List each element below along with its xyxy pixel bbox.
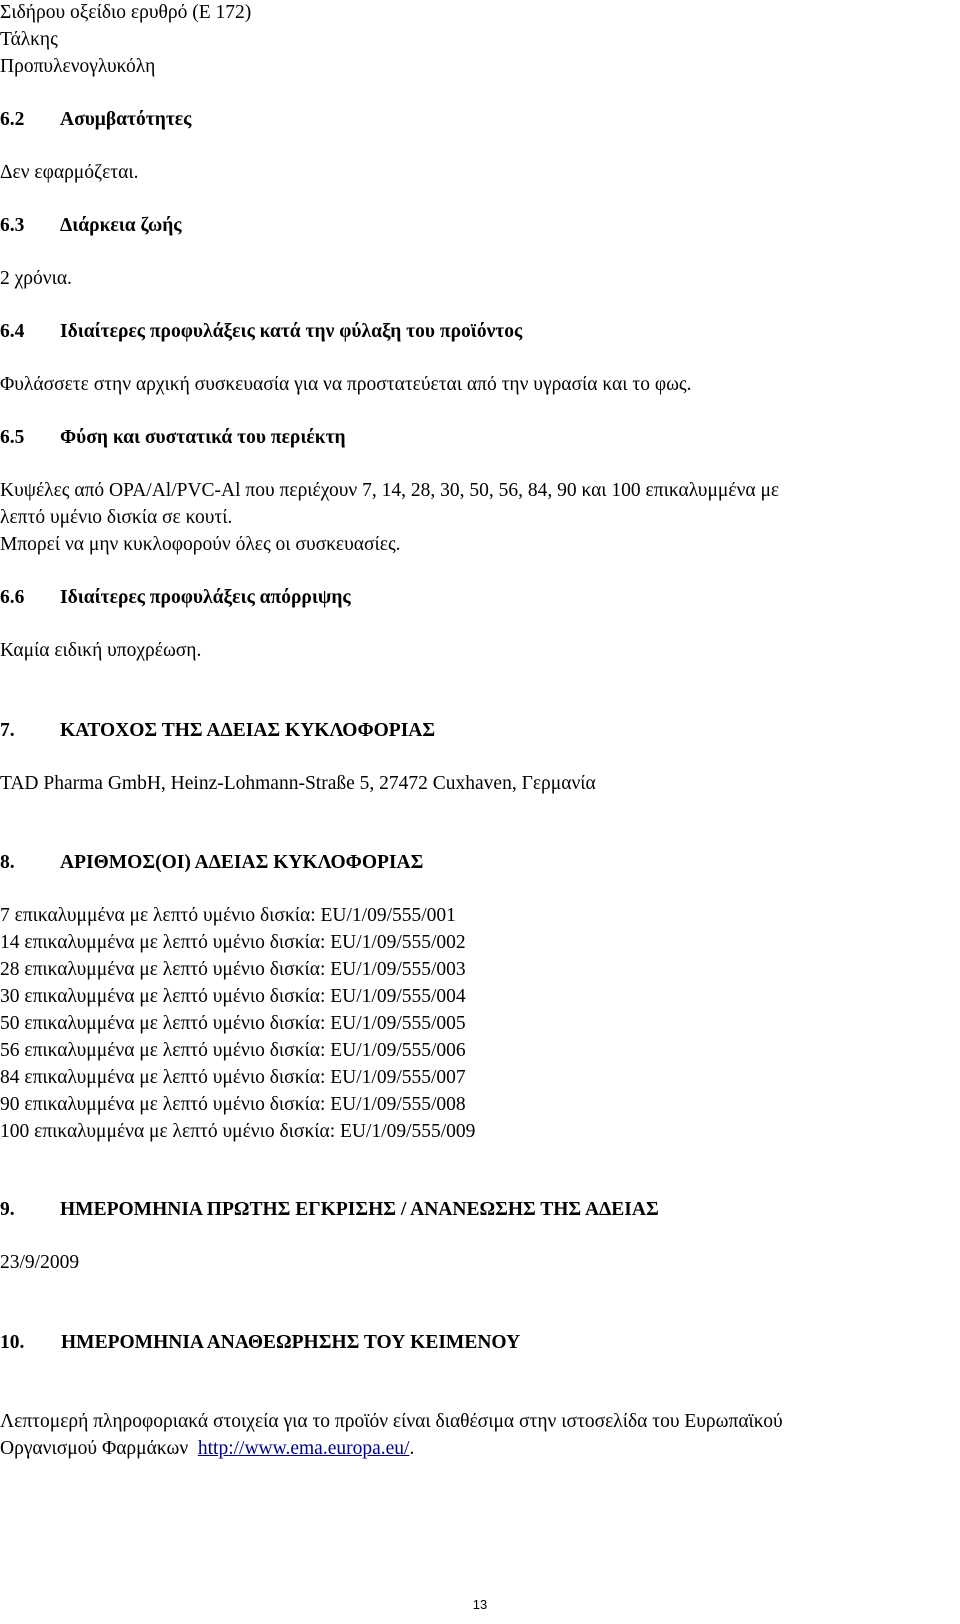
section-title: ΗΜΕΡΟΜΗΝΙΑ ΠΡΩΤΗΣ ΕΓΚΡΙΣΗΣ / ΑΝΑΝΕΩΣΗΣ ΤΗΣ ΑΔΕΙΑΣ [60,1199,659,1220]
section-title: Ιδιαίτερες προφυλάξεις απόρριψης [60,587,351,608]
authorisation-number-line: 30 επικαλυμμένα με λεπτό υμένιο δισκία: EU/1/09/555/004 [0,986,466,1007]
authorisation-number-line: 7 επικαλυμμένα με λεπτό υμένιο δισκία: EU/1/09/555/001 [0,905,456,926]
section-number: 9. [0,1199,15,1220]
section-number: 6.4 [0,321,25,342]
section-title: Φύση και συστατικά του περιέκτη [60,427,346,448]
section-7-heading [0,718,435,744]
ema-website-link[interactable]: http://www.ema.europa.eu/ [197,1438,410,1459]
section-number: 7. [0,720,15,741]
section-6-5-line: Κυψέλες από OPA/Al/PVC-Al που περιέχουν 7, 14, 28, 30, 50, 56, 84, 90 και 100 επικαλυμμένα με [0,480,780,501]
section-number: 6.2 [0,109,25,130]
section-10-line: Λεπτομερή πληροφοριακά στοιχεία για το προϊόν είναι διαθέσιμα στην ιστοσελίδα του Ευρωπαϊκού [0,1411,783,1432]
section-7-text: TAD Pharma GmbH, Heinz-Lohmann-Straße 5, 27472 Cuxhaven, Γερμανία [0,773,596,794]
section-10-line [0,1436,414,1462]
section-9-heading [0,1197,659,1223]
authorisation-number-line: 56 επικαλυμμένα με λεπτό υμένιο δισκία: EU/1/09/555/006 [0,1040,466,1061]
section-title: ΚΑΤΟΧΟΣ ΤΗΣ ΑΔΕΙΑΣ ΚΥΚΛΟΦΟΡΙΑΣ [60,720,436,741]
section-10-line-suffix: . [409,1438,415,1459]
section-6-4-heading [0,319,522,345]
section-number: 10. [0,1332,25,1353]
section-number: 6.6 [0,587,25,608]
section-6-5-heading [0,425,346,451]
section-6-2-heading [0,107,191,133]
section-title: Ασυμβατότητες [60,109,192,130]
section-10-line-prefix: Οργανισμού Φαρμάκων [0,1438,189,1459]
authorisation-number-line: 50 επικαλυμμένα με λεπτό υμένιο δισκία: EU/1/09/555/005 [0,1013,466,1034]
intro-line: Σιδήρου οξείδιο ερυθρό (Ε 172) [0,2,252,23]
authorisation-number-line: 14 επικαλυμμένα με λεπτό υμένιο δισκία: EU/1/09/555/002 [0,932,466,953]
section-9-text: 23/9/2009 [0,1252,80,1273]
section-6-3-heading [0,213,182,239]
intro-line: Τάλκης [0,29,58,50]
section-title: ΑΡΙΘΜΟΣ(ΟΙ) ΑΔΕΙΑΣ ΚΥΚΛΟΦΟΡΙΑΣ [60,852,424,873]
section-8-heading [0,850,423,876]
section-6-3-text: 2 χρόνια. [0,268,72,289]
section-6-6-text: Καμία ειδική υποχρέωση. [0,640,202,661]
authorisation-number-line: 84 επικαλυμμένα με λεπτό υμένιο δισκία: EU/1/09/555/007 [0,1067,466,1088]
section-title: ΗΜΕΡΟΜΗΝΙΑ ΑΝΑΘΕΩΡΗΣΗΣ ΤΟΥ ΚΕΙΜΕΝΟΥ [61,1332,521,1353]
section-title: Ιδιαίτερες προφυλάξεις κατά την φύλαξη του προϊόντος [60,321,523,342]
intro-line: Προπυλενογλυκόλη [0,56,156,77]
authorisation-number-line: 28 επικαλυμμένα με λεπτό υμένιο δισκία: EU/1/09/555/003 [0,959,466,980]
section-number: 6.3 [0,215,25,236]
section-6-5-line: Μπορεί να μην κυκλοφορούν όλες οι συσκευασίες. [0,534,401,555]
authorisation-number-line: 90 επικαλυμμένα με λεπτό υμένιο δισκία: EU/1/09/555/008 [0,1094,466,1115]
section-6-6-heading [0,585,351,611]
page-number: 13 [472,1597,488,1612]
section-6-5-line: λεπτό υμένιο δισκία σε κουτί. [0,507,233,528]
section-title: Διάρκεια ζωής [60,215,182,236]
section-6-4-text: Φυλάσσετε στην αρχική συσκευασία για να προστατεύεται από την υγρασία και το φως. [0,374,692,395]
section-number: 8. [0,852,15,873]
section-number: 6.5 [0,427,25,448]
section-6-2-text: Δεν εφαρμόζεται. [0,162,139,183]
section-10-heading [0,1330,520,1356]
authorisation-number-line: 100 επικαλυμμένα με λεπτό υμένιο δισκία: EU/1/09/555/009 [0,1121,476,1142]
